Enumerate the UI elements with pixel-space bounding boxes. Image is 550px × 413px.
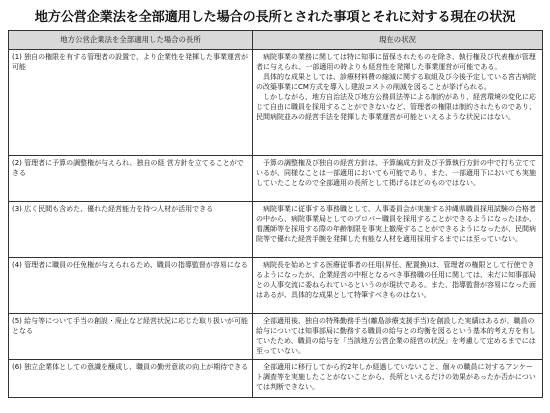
status-cell xyxy=(253,50,543,156)
header-status: 現在の状況 xyxy=(253,31,543,50)
table-row xyxy=(9,202,543,258)
table-header-row xyxy=(9,31,543,50)
page-title: 地方公営企業法を全部適用した場合の長所とされた事項とそれに対する現在の状況 xyxy=(34,10,516,25)
status-paragraph: 病院事業に従事する事務職として、人事委員会が実施する沖縄県職員採用試験の合格者の中から、病院事業局としてのプロパー職員を採用することができるようになったほか、看護師等を採用する際の年齢制限を事実上撤廃することができるようになったが、民間病院等で優れた経営手腕を発揮した有能な人材を適用採用するまでには至っていない。 xyxy=(256,205,536,243)
status-cell xyxy=(253,156,543,202)
status-paragraph: 具体的な成果としては、診療材料費の縮減に関する取組及び今後予定している宮古病院の改築事業にCM方式を導入し建設コストの削減を図ることが挙げられる。 xyxy=(256,73,536,91)
merit-cell: (5) 給与等について手当の創設・廃止など経営状況に応じた取り扱いが可能となる xyxy=(9,314,253,360)
merit-cell: (3) 広く民間も含めた、優れた経営能力を持つ人材が活用できる xyxy=(9,202,253,258)
status-paragraph: 全部適用後、独自の特殊勤務手当(離島診療支援手当)を創設した実績はあるが、職員の給与については知事部局に勤務する職員の給与との均衡を図るという基本的考え方を有していたため、職員の給与を「当該地方公営企業の経営の状況」を考慮して定めるまでには至っていない。 xyxy=(256,317,536,355)
merit-cell: (1) 独自の権限を有する管理者の設置で、より企業性を発揮した事業運営が可能 xyxy=(9,50,253,156)
merit-cell: (2) 管理者に予算の調整権が与えられ、独自の経 営方針を立てることができる xyxy=(9,156,253,202)
status-cell xyxy=(253,202,543,258)
merit-cell: (4) 管理者に職員の任免権が与えられるため、職員の指導監督が容易になる xyxy=(9,258,253,314)
status-paragraph: 病院長を始めとする医療従事者の任用(昇任、配置換)は、管理者の権限として行使できるようになったが、企業経営の中枢となるべき事務職の任用に関しては、未だに知事部局との人事交流に委ねられているというのが現状である。また、指導監督が容易になった面はあるが、具体的な成果として特筆すべきものはない。 xyxy=(256,261,536,299)
merit-cell: (6) 独立企業体としての意識を醸成し、職員の勤労意欲の向上が期待できる xyxy=(9,360,253,398)
header-merit: 地方公営企業法を全部適用した場合の長所 xyxy=(9,31,253,50)
status-paragraph: 予算の調整権及び独自の経営方針は、予算編成方針及び予算執行方針の中で打ち立てているが、同様なことは一部適用においても可能であり、また、一部適用下においても実施していたことなので全部適用の長所として掲げるほどのものではない。 xyxy=(256,159,536,187)
status-cell xyxy=(253,258,543,314)
comparison-table xyxy=(8,30,543,398)
status-paragraph: 病院事業の業務に関しては特に知事に留保されたものを除き、執行権及び代表権が管理者に与えられ、一部適用の時よりも経営性を発揮した事業運営が可能である。 xyxy=(256,53,536,71)
table-row xyxy=(9,258,543,314)
table-row xyxy=(9,156,543,202)
status-paragraph: しかしながら、地方自治法及び地方公務員法等による制約があり、経営環境の変化に応じて自由に職員を採用することができないなど、管理者の権限は制約されたものであり、民間病院並みの経営手法を発揮した事業運営が可能といえるような状況にはない。 xyxy=(256,93,536,121)
table-row xyxy=(9,314,543,360)
table-row xyxy=(9,360,543,398)
table-row xyxy=(9,50,543,156)
status-paragraph: 全部適用に移行してから約2年しか経過していないこと、個々の職員に対するアンケート調査等を実施したことがないことから、長所といえるだけの効果があったか否かについては判断できない。 xyxy=(256,363,536,391)
status-cell xyxy=(253,314,543,360)
status-cell xyxy=(253,360,543,398)
